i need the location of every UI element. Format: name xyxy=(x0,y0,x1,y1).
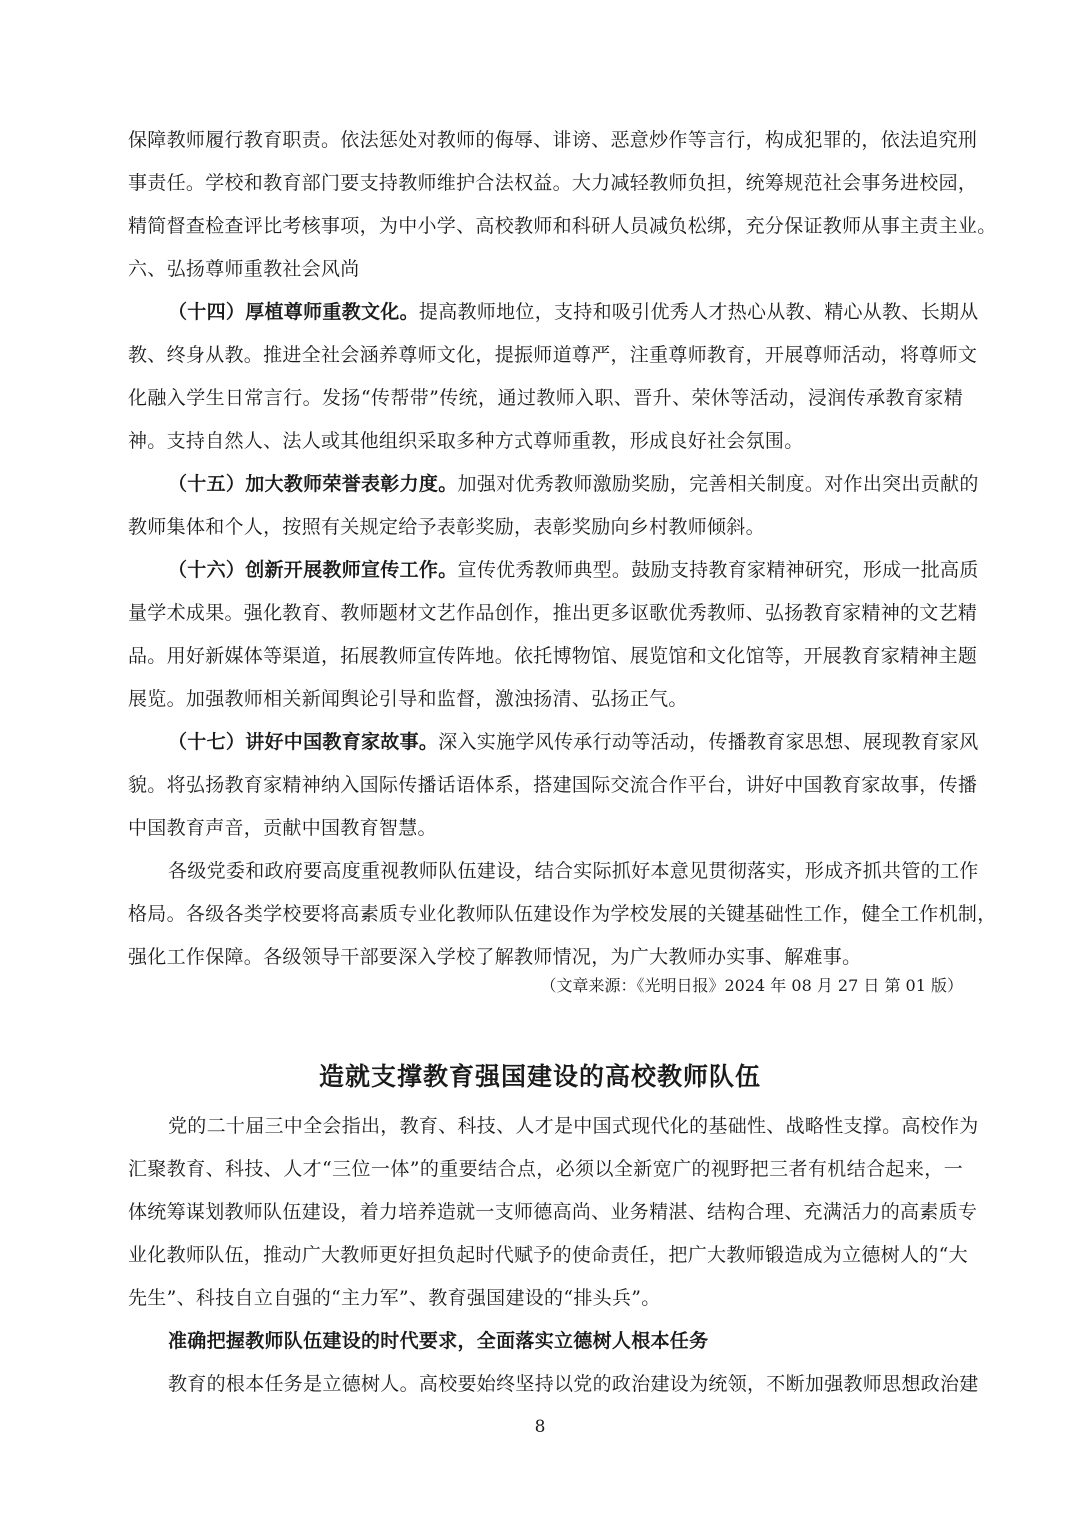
paragraph-first-line: 教育的根本任务是立德树人。高校要始终坚持以党的政治建设为统领，不断加强教师思想政治建 xyxy=(168,1373,979,1395)
article-source: （文章来源：《光明日报》2024 年 08 月 27 日 第 01 版） xyxy=(540,976,963,995)
paragraph-line: 强化工作保障。各级领导干部要深入学校了解教师情况，为广大教师办实事、解难事。 xyxy=(128,946,862,968)
paragraph-line: 量学术成果。强化教育、教师题材文艺作品创作，推出更多讴歌优秀教师、弘扬教育家精神的文艺精 xyxy=(128,602,978,624)
clause-heading: （十四）厚植尊师重教文化。 xyxy=(168,301,419,323)
paragraph-line: 体统筹谋划教师队伍建设，着力培养造就一支师德高尚、业务精湛、结构合理、充满活力的高素质专 xyxy=(128,1201,978,1223)
paragraph-first-line xyxy=(128,471,979,497)
paragraph-line: 教、终身从教。推进全社会涵养尊师文化，提振师道尊严，注重尊师教育，开展尊师活动，将尊师文 xyxy=(128,344,978,366)
clause-text: 宣传优秀教师典型。鼓励支持教育家精神研究，形成一批高质 xyxy=(457,559,979,581)
paragraph-first-line: 党的二十届三中全会指出，教育、科技、人才是中国式现代化的基础性、战略性支撑。高校作为 xyxy=(168,1115,979,1137)
paragraph-first-line xyxy=(128,557,979,583)
paragraph-first-line xyxy=(128,299,979,325)
paragraph-first-line: 各级党委和政府要高度重视教师队伍建设，结合实际抓好本意见贯彻落实，形成齐抓共管的工作 xyxy=(168,860,979,882)
paragraph-line: 貌。将弘扬教育家精神纳入国际传播话语体系，搭建国际交流合作平台，讲好中国教育家故事，传播 xyxy=(128,774,978,796)
paragraph-line: 业化教师队伍，推动广大教师更好担负起时代赋予的使命责任，把广大教师锻造成为立德树人的“大 xyxy=(128,1244,968,1266)
article-subheading: 准确把握教师队伍建设的时代要求，全面落实立德树人根本任务 xyxy=(168,1330,709,1352)
paragraph-line: 神。支持自然人、法人或其他组织采取多种方式尊师重教，形成良好社会氛围。 xyxy=(128,430,804,452)
paragraph-line: 保障教师履行教育职责。依法惩处对教师的侮辱、诽谤、恶意炒作等言行，构成犯罪的，依法追究刑 xyxy=(128,129,978,151)
section-heading: 六、弘扬尊师重教社会风尚 xyxy=(128,258,360,280)
paragraph-line: 精简督查检查评比考核事项，为中小学、高校教师和科研人员减负松绑，充分保证教师从事主责主业。 xyxy=(128,215,997,237)
paragraph-line: 展览。加强教师相关新闻舆论引导和监督，激浊扬清、弘扬正气。 xyxy=(128,688,688,710)
clause-heading: （十五）加大教师荣誉表彰力度。 xyxy=(168,473,458,495)
paragraph-line: 品。用好新媒体等渠道，拓展教师宣传阵地。依托博物馆、展览馆和文化馆等，开展教育家精神主题 xyxy=(128,645,978,667)
paragraph-line: 格局。各级各类学校要将高素质专业化教师队伍建设作为学校发展的关键基础性工作，健全工作机制， xyxy=(128,903,997,925)
page-number: 8 xyxy=(534,1417,546,1437)
paragraph-line: 化融入学生日常言行。发扬“传帮带”传统，通过教师入职、晋升、荣休等活动，浸润传承教育家精 xyxy=(128,387,963,409)
paragraph-line: 事责任。学校和教育部门要支持教师维护合法权益。大力减轻教师负担，统筹规范社会事务进校园， xyxy=(128,172,978,194)
paragraph-line: 教师集体和个人，按照有关规定给予表彰奖励，表彰奖励向乡村教师倾斜。 xyxy=(128,516,765,538)
clause-heading: （十七）讲好中国教育家故事。 xyxy=(168,731,439,753)
clause-text: 深入实施学风传承行动等活动，传播教育家思想、展现教育家风 xyxy=(438,731,979,753)
article-title: 造就支撑教育强国建设的高校教师队伍 xyxy=(318,1062,761,1091)
clause-text: 提高教师地位，支持和吸引优秀人才热心从教、精心从教、长期从 xyxy=(418,301,979,323)
paragraph-line: 汇聚教育、科技、人才“三位一体”的重要结合点，必须以全新宽广的视野把三者有机结合起来，一 xyxy=(128,1158,963,1180)
paragraph-line: 先生”、科技自立自强的“主力军”、教育强国建设的“排头兵”。 xyxy=(128,1287,661,1309)
paragraph-line: 中国教育声音，贡献中国教育智慧。 xyxy=(128,817,437,839)
clause-heading: （十六）创新开展教师宣传工作。 xyxy=(168,559,458,581)
clause-text: 加强对优秀教师激励奖励，完善相关制度。对作出突出贡献的 xyxy=(457,473,979,495)
paragraph-first-line xyxy=(128,729,979,755)
